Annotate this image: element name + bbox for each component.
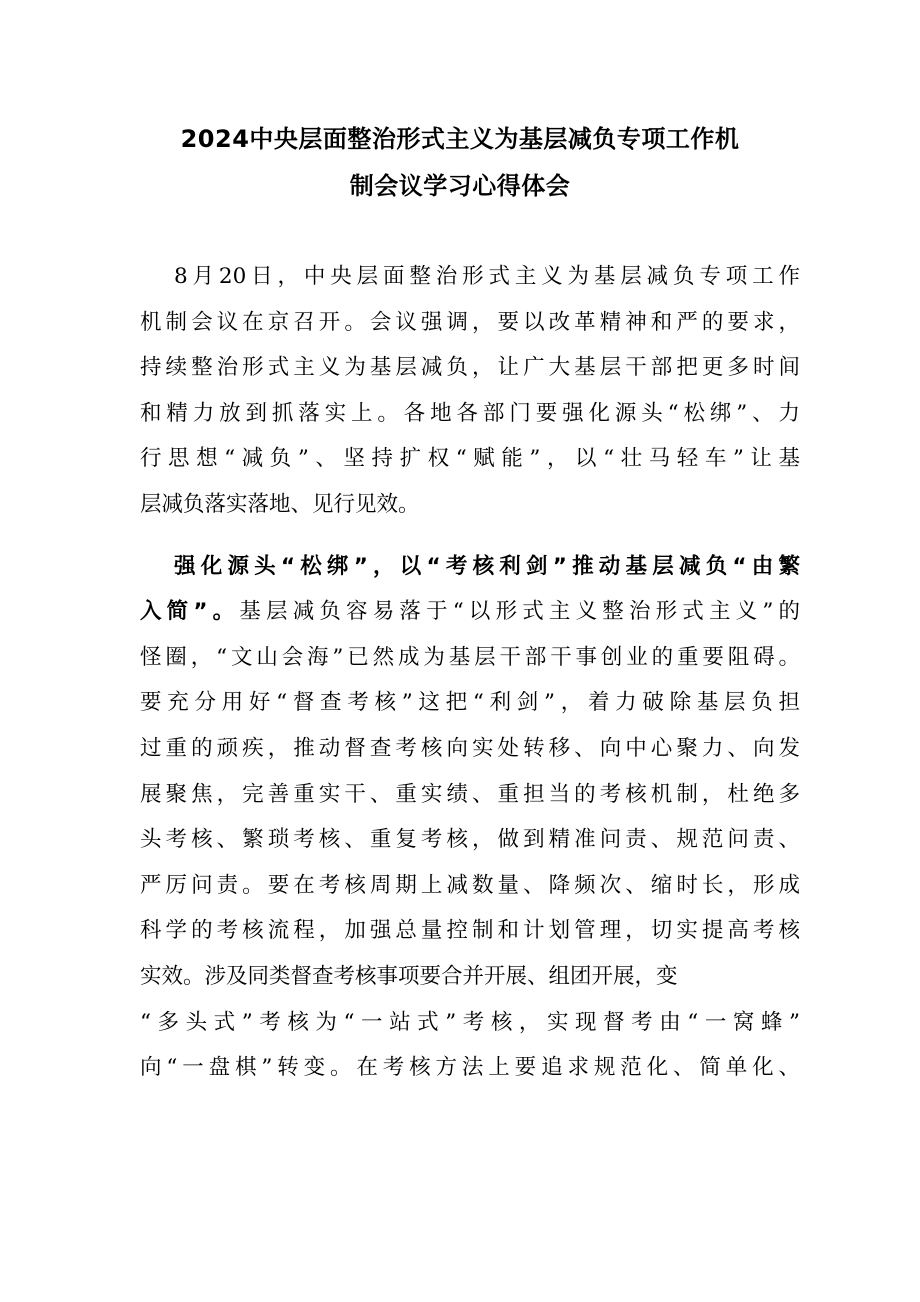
paragraph-line: 严厉问责。要在考核周期上减数量、降频次、缩时长，形成 <box>140 872 800 898</box>
document-title <box>120 116 800 210</box>
paragraph-line: 展聚焦，完善重实干、重实绩、重担当的考核机制，杜绝多 <box>140 781 800 807</box>
paragraph-line: 机制会议在京召开。会议强调，要以改革精神和严的要求， <box>140 309 800 335</box>
paragraph-line: 向“一盘棋”转变。在考核方法上要追求规范化、简单化、 <box>140 1055 800 1081</box>
paragraph-line: 科学的考核流程，加强总量控制和计划管理，切实提高考核 <box>140 918 800 944</box>
paragraph-line <box>140 589 800 635</box>
paragraph-line: 头考核、繁琐考核、重复考核，做到精准问责、规范问责、 <box>140 827 800 853</box>
paragraph-line: 实效。涉及同类督查考核事项要合并开展、组团开展，变 <box>140 963 678 989</box>
document-body <box>140 254 800 1091</box>
title-line-2: 制会议学习心得体会 <box>349 172 571 200</box>
paragraph-heading-line: 强化源头“松绑”，以“考核利剑”推动基层减负“由繁 <box>174 553 800 579</box>
paragraph-line: 要充分用好“督查考核”这把“利剑”，着力破除基层负担 <box>140 690 800 716</box>
paragraph-line: 过重的顽疾，推动督查考核向实处转移、向中心聚力、向发 <box>140 735 800 761</box>
paragraph-heading-end: 入简”。 <box>140 599 240 625</box>
paragraph-2 <box>140 544 800 1091</box>
title-line-1: 2024中央层面整治形式主义为基层减负专项工作机 <box>180 125 740 153</box>
paragraph-line: 行思想“减负”、坚持扩权“赋能”，以“壮马轻车”让基 <box>140 446 800 472</box>
paragraph-line: 8月20日，中央层面整治形式主义为基层减负专项工作 <box>174 264 800 289</box>
paragraph-line-rest: 基层减负容易落于“以形式主义整治形式主义”的 <box>239 599 800 625</box>
paragraph-line: 层减负落实落地、见行见效。 <box>140 491 420 517</box>
paragraph-1 <box>140 254 800 528</box>
paragraph-line: “多头式”考核为“一站式”考核，实现督考由“一窝蜂” <box>140 1009 800 1035</box>
paragraph-line: 持续整治形式主义为基层减负，让广大基层干部把更多时间 <box>140 355 800 381</box>
paragraph-line: 怪圈，“文山会海”已然成为基层干部干事创业的重要阻碍。 <box>140 644 800 670</box>
paragraph-line: 和精力放到抓落实上。各地各部门要强化源头“松绑”、力 <box>140 400 800 426</box>
